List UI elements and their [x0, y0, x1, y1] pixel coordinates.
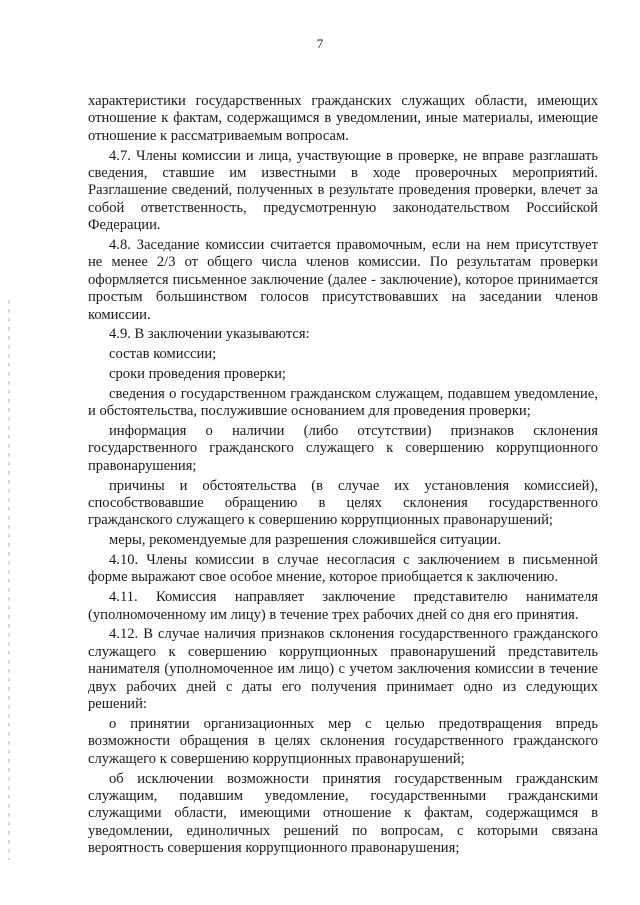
- list-item-servant-info: сведения о государственном гражданском служащем, подавшем уведомление, и обстоятельства, послужившие основанием для проведения проверки;: [88, 385, 598, 420]
- paragraph-4-8: 4.8. Заседание комиссии считается правомочным, если на нем присутствует не менее 2/3 от общего числа членов комиссии. По результатам проверки оформляется письменное заключение (далее - заключение), которое принимается простым большинством голосов присутствовавших на заседании членов комиссии.: [88, 237, 598, 323]
- paragraph-4-9: 4.9. В заключении указываются:: [109, 326, 310, 343]
- decision-item-exclusion: об исключении возможности принятия государственным гражданским служащим, подавшим уведомление, государственными гражданскими служащими области, имеющими отношение к фактам, содержащимся в уведомлении, единоличных решений по вопросам, с которыми связана вероятность совершения коррупционного правонарушения;: [88, 770, 598, 857]
- paragraph-4-10: 4.10. Члены комиссии в случае несогласия с заключением в письменной форме выражают свое особое мнение, которое приобщается к заключению.: [88, 552, 598, 586]
- page-number: 7: [316, 36, 324, 51]
- list-item-causes: причины и обстоятельства (в случае их установления комиссией), способствовавшие обращению в целях склонения государственного гражданского служащего к совершению коррупционных правонарушений;: [88, 477, 598, 529]
- list-item-signs-info: информация о наличии (либо отсутствии) признаков склонения государственного гражданского служащего к совершению коррупционного правонарушения;: [88, 423, 598, 474]
- paragraph-4-12: 4.12. В случае наличия признаков склонения государственного гражданского служащего к совершению коррупционных правонарушений представитель нанимателя (уполномоченное им лицо) с учетом заключения комиссии в течение двух рабочих дней с даты его получения принимает одно из следующих решений:: [88, 626, 598, 713]
- list-item-commission-composition: состав комиссии;: [109, 346, 217, 363]
- paragraph-continuation: характеристики государственных гражданских служащих области, имеющих отношение к фактам, содержащимся в уведомлении, иные материалы, имеющие отношение к рассматриваемым вопросам.: [88, 93, 598, 144]
- decision-item-organizational-measures: о принятии организационных мер с целью предотвращения впредь возможности обращения в целях склонения государственного гражданского служащего к совершению коррупционных правонарушений;: [88, 715, 598, 767]
- list-item-measures: меры, рекомендуемые для разрешения сложившейся ситуации.: [109, 532, 501, 549]
- paragraph-4-7: 4.7. Члены комиссии и лица, участвующие в проверке, не вправе разглашать сведения, ставшие им известными в ходе проверочных мероприятий. Разглашение сведений, полученных в результате проведения проверки, влечет за собой ответственность, предусмотренную законодательством Российской Федерации.: [88, 147, 598, 234]
- scan-margin-artifact: [8, 300, 10, 860]
- paragraph-4-11: 4.11. Комиссия направляет заключение представителю нанимателя (уполномоченному им лицу) в течение трех рабочих дней со дня его принятия.: [88, 589, 598, 623]
- document-body: [88, 93, 598, 860]
- list-item-check-terms: сроки проведения проверки;: [109, 366, 286, 383]
